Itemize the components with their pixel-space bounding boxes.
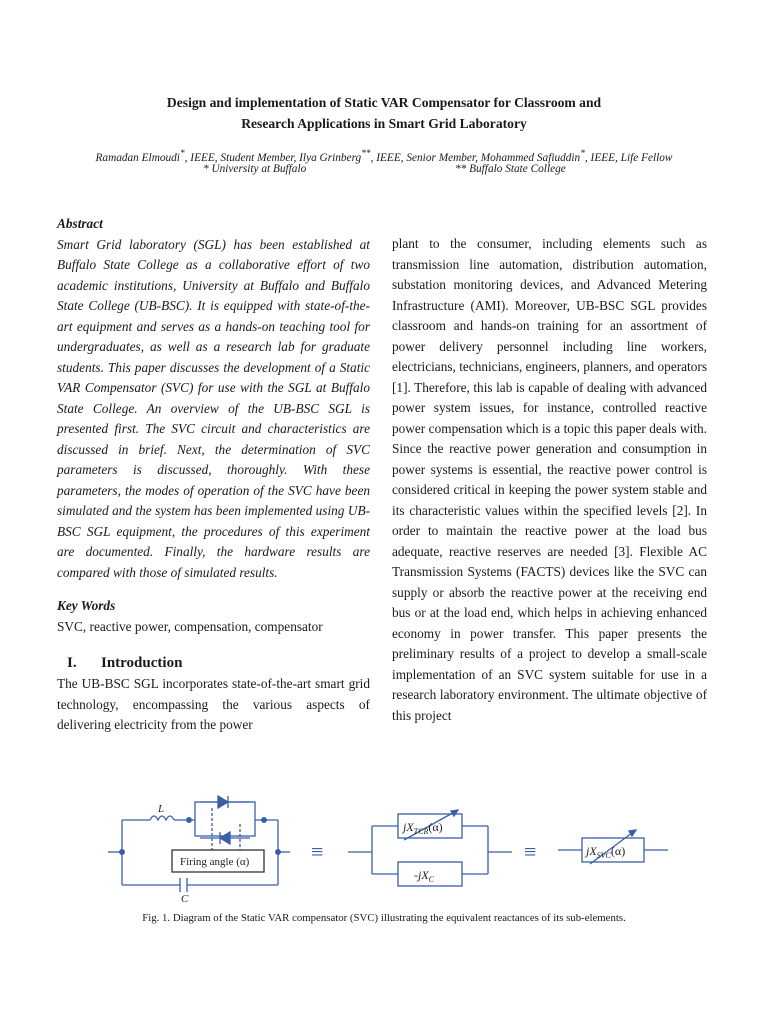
right-column bbox=[392, 234, 707, 726]
inductor-symbol bbox=[150, 816, 174, 820]
thyristor-reverse-icon bbox=[220, 832, 230, 844]
abstract-text: Smart Grid laboratory (SGL) has been established at Buffalo State College as a collaborative effort of two academic institutions, University at Buffalo and Buffalo State College (UB-BSC). It is equipped with state-of-the-art equipment and serves as a hands-on teaching tool for undergraduates, as well as a research lab for graduate students. This paper discusses the development of a Static VAR Compensator (SVC) for use with the SGL at Buffalo State College. An overview of the UB-BSC SGL is presented first. The SVC circuit and characteristics are discussed in brief. Next, the determination of SVC parameters is discussed, thoroughly. With these parameters, the modes of operation of the SVC have been simulated and the system has been implemented using UB-BSC SGL equipment, the procedures of this experiment are documented. Finally, the hardware results are compared with those of simulated results. bbox=[57, 236, 370, 580]
author-2-role: , IEEE, Senior Member, bbox=[370, 151, 481, 164]
author-1-name: Ramadan Elmoudi bbox=[95, 151, 180, 164]
svc-alpha: (α) bbox=[610, 844, 626, 858]
svc-circuit bbox=[108, 796, 290, 892]
keywords-heading: Key Words bbox=[57, 598, 116, 613]
thyristor-forward-icon bbox=[218, 796, 228, 808]
title-line-1: Design and implementation of Static VAR Compensator for Classroom and bbox=[166, 95, 602, 110]
author-1-mark: * bbox=[179, 149, 185, 159]
equivalence-symbol-1: ≡ bbox=[311, 839, 324, 864]
capacitor-reactance-label bbox=[414, 868, 435, 884]
keywords-text: SVC, reactive power, compensation, compensator bbox=[57, 618, 323, 634]
capacitor-jx: -jX bbox=[414, 868, 429, 882]
paper-title bbox=[60, 92, 708, 134]
abstract-heading: Abstract bbox=[57, 216, 103, 231]
author-3-name: Mohammed Safiuddin bbox=[480, 151, 581, 164]
svc-diagram bbox=[0, 790, 768, 910]
inductor-label: L bbox=[158, 803, 165, 815]
section-number: I. bbox=[67, 655, 77, 671]
author-line bbox=[40, 146, 728, 166]
figure-caption: Fig. 1. Diagram of the Static VAR compensator (SVC) illustrating the equivalent reactances of its sub-elements. bbox=[142, 912, 626, 924]
intro-text-right: plant to the consumer, including elements such as transmission line automation, distribution automation, substation monitoring devices, and Advanced Metering Infrastructure (AMI). Moreover, UB-BSC SGL provides classroom and hands-on training for an assortment of power delivery personnel including line workers, electricians, technicians, engineers, planners, and operators [1]. Therefore, this lab is capable of dealing with advanced power system issues, for instance, controlled reactive power compensation which is a topic this paper deals with. Since the reactive power generation and consumption in power systems is essential, the reactive power control is considered critical in keeping the power system stable and its characteristic values within the specified levels [2]. In order to maintain the reactive power at the load bus adequate, reactive reserves are needed [3]. Flexible AC Transmission Systems (FACTS) devices like the SVC can supply or absorb the reactive power at the receiving end bus or at the load end, which helps in achieving enhanced economy in power transfer. This paper presents the preliminary results of a project to develop a small-scale implementation of an SVC system suitable for use in a research laboratory environment. The ultimate objective of this project bbox=[392, 236, 707, 723]
left-column bbox=[57, 214, 370, 736]
svc-subscript: SVC bbox=[596, 851, 611, 860]
capacitor-subscript: C bbox=[428, 875, 435, 884]
tcr-jx: jX bbox=[403, 820, 414, 834]
author-3-role: , IEEE, Life Fellow bbox=[584, 151, 673, 164]
affiliation-1: * University at Buffalo bbox=[203, 163, 307, 175]
capacitor-label: C bbox=[181, 893, 189, 905]
equivalence-symbol-2: ≡ bbox=[524, 839, 537, 864]
firing-angle-label: Firing angle (α) bbox=[180, 856, 250, 868]
tcr-subscript: TCR bbox=[413, 827, 429, 836]
svc-jx: jX bbox=[586, 844, 597, 858]
affiliation-2: ** Buffalo State College bbox=[455, 163, 566, 175]
author-2-mark: ** bbox=[361, 149, 371, 159]
author-3-mark: * bbox=[580, 149, 585, 159]
section-heading-introduction bbox=[57, 652, 370, 674]
title-line-2: Research Applications in Smart Grid Laboratory bbox=[241, 116, 527, 131]
author-2-name: Ilya Grinberg bbox=[299, 151, 362, 164]
tcr-alpha: (α) bbox=[428, 820, 443, 834]
intro-text-left: The UB-BSC SGL incorporates state-of-the-art smart grid technology, encompassing the various aspects of delivering electricity from the power bbox=[57, 676, 370, 732]
author-1-role: , IEEE, Student Member, bbox=[184, 151, 300, 164]
svc-reactance-label bbox=[584, 844, 625, 860]
tcr-reactance-label bbox=[401, 820, 443, 836]
section-title: Introduction bbox=[101, 655, 183, 671]
